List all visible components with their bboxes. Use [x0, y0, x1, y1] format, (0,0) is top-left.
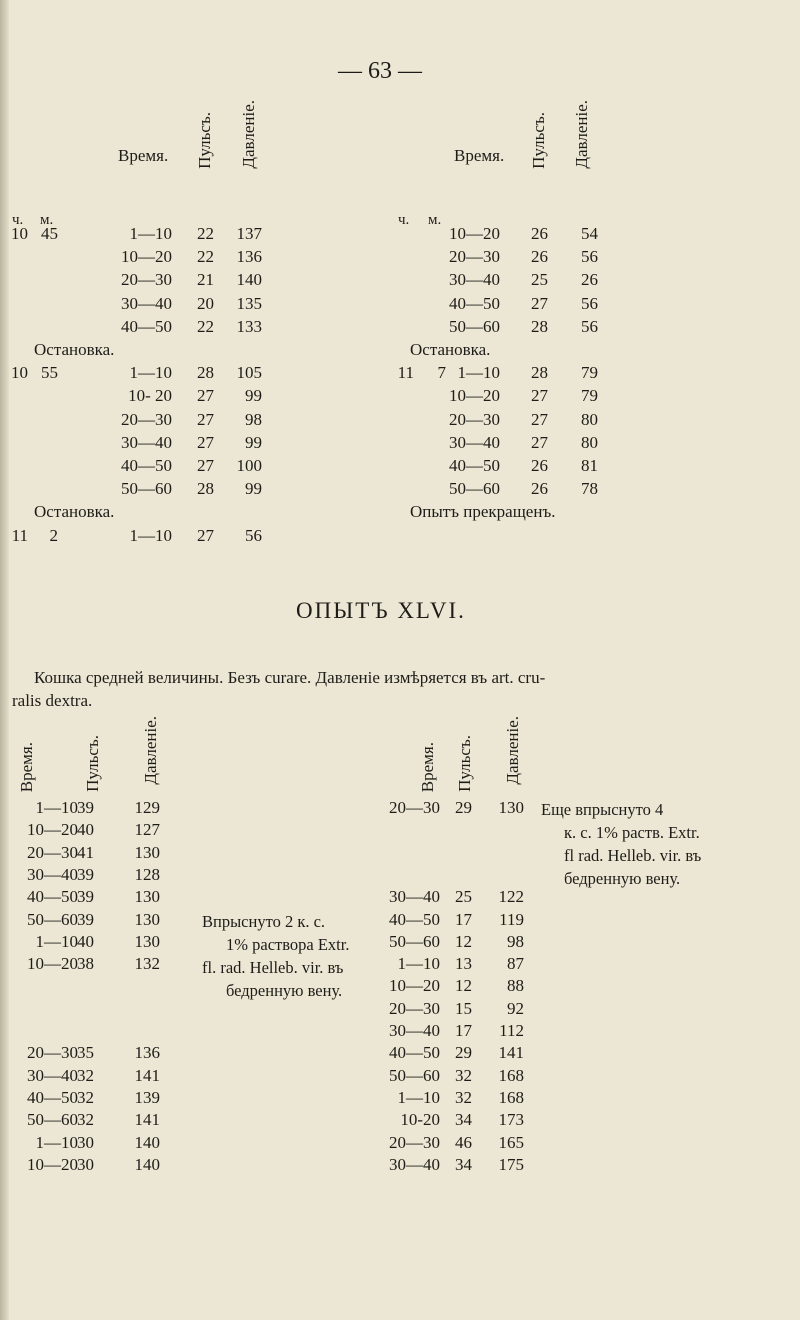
pulse-cell: 40 — [77, 931, 94, 951]
pressure-cell: 54 — [581, 224, 598, 243]
pulse-cell: 34 — [455, 1110, 472, 1130]
hours-cell: 11 — [11, 525, 28, 545]
interval-cell: 1—10 — [35, 1132, 78, 1152]
injection-note-2-line-1: Еще впрыснуто 4 — [541, 800, 664, 819]
pressure-cell: 112 — [499, 1021, 524, 1040]
pressure-cell: 140 — [236, 270, 262, 290]
minutes-cell: 45 — [41, 224, 58, 243]
pressure-cell: 80 — [581, 409, 598, 429]
pulse-cell: 34 — [455, 1154, 472, 1174]
pulse-cell: 29 — [455, 798, 472, 817]
interval-cell: 10—20 — [449, 386, 500, 406]
table-note: Опытъ прекращенъ. — [410, 502, 556, 522]
pressure-cell: 26 — [581, 270, 598, 290]
pressure-cell: 99 — [245, 432, 262, 452]
pressure-cell: 173 — [498, 1110, 524, 1130]
interval-cell: 40—50 — [449, 456, 500, 475]
pulse-cell: 39 — [77, 909, 94, 929]
interval-cell: 20—30 — [27, 1043, 78, 1063]
pulse-cell: 39 — [77, 887, 94, 907]
interval-cell: 30—40 — [121, 293, 172, 313]
pulse-cell: 39 — [77, 864, 94, 884]
pulse-cell: 13 — [455, 954, 472, 974]
pressure-cell: 129 — [134, 798, 160, 817]
injection-note-1-line-4: бедренную вену. — [226, 981, 343, 1000]
minutes-cell: 55 — [41, 363, 58, 383]
interval-cell: 10-20 — [400, 1110, 440, 1130]
interval-cell: 1—10 — [129, 525, 172, 545]
bottom-left-time-header: Время. — [17, 742, 36, 793]
interval-cell: 30—40 — [121, 432, 172, 452]
pulse-cell: 27 — [531, 432, 548, 452]
pressure-cell: 81 — [581, 456, 598, 475]
pulse-cell: 12 — [455, 931, 472, 951]
top-right-pressure-header: Давленіе. — [572, 100, 591, 169]
interval-cell: 30—40 — [449, 432, 500, 452]
interval-cell: 10—20 — [389, 976, 440, 996]
interval-cell: 20—30 — [121, 409, 172, 429]
minutes-cell: 7 — [437, 363, 446, 383]
pulse-cell: 28 — [197, 363, 214, 383]
pulse-cell: 27 — [197, 432, 214, 452]
hours-cell: 10 — [11, 224, 28, 243]
pulse-cell: 30 — [77, 1154, 94, 1174]
pressure-cell: 132 — [134, 954, 160, 974]
pressure-cell: 135 — [236, 293, 262, 313]
interval-cell: 20—30 — [389, 1132, 440, 1152]
interval-cell: 10—20 — [27, 954, 78, 974]
pressure-cell: 139 — [134, 1087, 160, 1107]
top-left-time-header: Время. — [118, 146, 169, 165]
interval-cell: 30—40 — [27, 864, 78, 884]
interval-cell: 10—20 — [449, 224, 500, 243]
interval-cell: 1—10 — [129, 224, 172, 243]
pressure-cell: 141 — [134, 1065, 160, 1085]
pulse-cell: 46 — [455, 1132, 472, 1152]
pressure-cell: 105 — [236, 363, 262, 383]
pulse-cell: 25 — [531, 270, 548, 290]
pressure-cell: 140 — [134, 1154, 160, 1174]
pressure-cell: 80 — [581, 432, 598, 452]
interval-cell: 30—40 — [389, 1021, 440, 1040]
pressure-cell: 79 — [581, 386, 598, 406]
page-number: — 63 — — [338, 58, 422, 84]
interval-cell: 40—50 — [121, 316, 172, 336]
interval-cell: 10—20 — [27, 820, 78, 840]
interval-cell: 1—10 — [35, 931, 78, 951]
pulse-cell: 27 — [197, 525, 214, 545]
pulse-cell: 38 — [77, 954, 94, 974]
injection-note-2-line-4: бедренную вену. — [564, 869, 681, 888]
pressure-cell: 137 — [236, 224, 262, 243]
pulse-cell: 22 — [197, 316, 214, 336]
interval-cell: 20—30 — [389, 998, 440, 1018]
interval-cell: 20—30 — [389, 798, 440, 817]
pulse-cell: 12 — [455, 976, 472, 996]
interval-cell: 20—30 — [121, 270, 172, 290]
pulse-cell: 17 — [455, 1021, 472, 1040]
interval-cell: 10—20 — [121, 247, 172, 267]
pulse-cell: 32 — [455, 1087, 472, 1107]
interval-cell: 1—10 — [397, 954, 440, 974]
interval-cell: 20—30 — [27, 842, 78, 862]
pressure-cell: 168 — [498, 1065, 524, 1085]
pulse-cell: 32 — [77, 1110, 94, 1130]
pressure-cell: 56 — [581, 316, 598, 336]
interval-cell: 30—40 — [389, 887, 440, 907]
pulse-cell: 27 — [531, 293, 548, 313]
interval-cell: 40—50 — [121, 456, 172, 475]
pressure-cell: 88 — [507, 976, 524, 996]
pressure-cell: 92 — [507, 998, 524, 1018]
pulse-cell: 26 — [531, 224, 548, 243]
table-note: Остановка. — [410, 340, 491, 359]
interval-cell: 50—60 — [449, 479, 500, 499]
pressure-cell: 133 — [236, 316, 262, 336]
interval-cell: 1—10 — [397, 1087, 440, 1107]
pulse-cell: 28 — [531, 363, 548, 383]
interval-cell: 40—50 — [449, 293, 500, 313]
injection-note-2-line-3: fl rad. Helleb. vir. въ — [564, 846, 702, 865]
pressure-cell: 140 — [134, 1132, 160, 1152]
bottom-right-pressure-header: Давленіе. — [503, 716, 522, 785]
pulse-cell: 26 — [531, 456, 548, 475]
interval-cell: 50—60 — [449, 316, 500, 336]
bottom-right-time-header: Время. — [418, 742, 437, 793]
pressure-cell: 56 — [245, 525, 262, 545]
bottom-right-pulse-header: Пульсъ. — [455, 735, 474, 792]
interval-cell: 1—10 — [457, 363, 500, 383]
injection-note-1-line-2: 1% раствора Extr. — [226, 935, 350, 954]
pulse-cell: 35 — [77, 1043, 94, 1063]
pressure-cell: 130 — [134, 887, 160, 907]
pulse-cell: 32 — [455, 1065, 472, 1085]
interval-cell: 30—40 — [449, 270, 500, 290]
pressure-cell: 99 — [245, 479, 262, 499]
minutes-cell: 2 — [49, 525, 58, 545]
top-left-pressure-header: Давленіе. — [239, 100, 258, 169]
pressure-cell: 79 — [581, 363, 598, 383]
interval-cell: 20—30 — [449, 409, 500, 429]
pulse-cell: 20 — [197, 293, 214, 313]
injection-note-1-line-3: fl. rad. Helleb. vir. въ — [202, 958, 344, 977]
pressure-cell: 136 — [134, 1043, 160, 1063]
injection-note-2-line-2: к. с. 1% раств. Extr. — [564, 823, 700, 842]
pulse-cell: 17 — [455, 909, 472, 929]
pressure-cell: 98 — [245, 409, 262, 429]
top-right-minutes-unit: м. — [428, 212, 442, 228]
pulse-cell: 22 — [197, 224, 214, 243]
pulse-cell: 22 — [197, 247, 214, 267]
pressure-cell: 175 — [498, 1154, 524, 1174]
pressure-cell: 56 — [581, 247, 598, 267]
top-right-hours-unit: ч. — [398, 212, 410, 228]
top-right-time-header: Время. — [454, 146, 505, 165]
pressure-cell: 78 — [581, 479, 598, 499]
pulse-cell: 27 — [197, 456, 214, 475]
pulse-cell: 39 — [77, 798, 94, 817]
interval-cell: 40—50 — [27, 887, 78, 907]
injection-note-1-line-1: Впрыснуто 2 к. с. — [202, 912, 326, 931]
pulse-cell: 28 — [531, 316, 548, 336]
pressure-cell: 119 — [499, 909, 524, 929]
pulse-cell: 21 — [197, 270, 214, 290]
pressure-cell: 130 — [498, 798, 524, 817]
interval-cell: 50—60 — [27, 909, 78, 929]
pressure-cell: 141 — [134, 1110, 160, 1130]
pressure-cell: 87 — [507, 954, 524, 974]
pulse-cell: 28 — [197, 479, 214, 499]
pulse-cell: 27 — [531, 409, 548, 429]
pulse-cell: 32 — [77, 1065, 94, 1085]
pulse-cell: 15 — [455, 998, 472, 1018]
hours-cell: 11 — [397, 363, 414, 383]
description-line-1: Кошка средней величины. Безъ curare. Давленіе измѣряется въ art. cru- — [34, 668, 546, 687]
pressure-cell: 130 — [134, 842, 160, 862]
pulse-cell: 26 — [531, 479, 548, 499]
pulse-cell: 40 — [77, 820, 94, 840]
pulse-cell: 27 — [197, 409, 214, 429]
interval-cell: 1—10 — [129, 363, 172, 383]
description-line-2: ralis dextra. — [12, 691, 93, 710]
pressure-cell: 165 — [498, 1132, 524, 1152]
interval-cell: 30—40 — [27, 1065, 78, 1085]
interval-cell: 10- 20 — [128, 386, 172, 406]
interval-cell: 30—40 — [389, 1154, 440, 1174]
pressure-cell: 122 — [498, 887, 524, 907]
pressure-cell: 98 — [507, 931, 524, 951]
interval-cell: 50—60 — [389, 1065, 440, 1085]
pressure-cell: 130 — [134, 909, 160, 929]
interval-cell: 50—60 — [121, 479, 172, 499]
pulse-cell: 27 — [197, 386, 214, 406]
pulse-cell: 26 — [531, 247, 548, 267]
interval-cell: 40—50 — [389, 909, 440, 929]
pressure-cell: 130 — [134, 931, 160, 951]
pulse-cell: 32 — [77, 1087, 94, 1107]
interval-cell: 50—60 — [27, 1110, 78, 1130]
pressure-cell: 141 — [498, 1043, 524, 1063]
top-left-pulse-header: Пульсъ. — [195, 112, 214, 169]
bottom-left-pressure-header: Давленіе. — [141, 716, 160, 785]
top-right-pulse-header: Пульсъ. — [529, 112, 548, 169]
pressure-cell: 127 — [134, 820, 160, 840]
pressure-cell: 56 — [581, 293, 598, 313]
table-note: Остановка. — [34, 340, 115, 359]
top-left-minutes-unit: м. — [40, 212, 54, 228]
pulse-cell: 25 — [455, 887, 472, 907]
interval-cell: 40—50 — [27, 1087, 78, 1107]
pulse-cell: 27 — [531, 386, 548, 406]
interval-cell: 50—60 — [389, 931, 440, 951]
interval-cell: 10—20 — [27, 1154, 78, 1174]
pressure-cell: 128 — [134, 864, 160, 884]
interval-cell: 20—30 — [449, 247, 500, 267]
pulse-cell: 30 — [77, 1132, 94, 1152]
table-note: Остановка. — [34, 502, 115, 522]
pressure-cell: 168 — [498, 1087, 524, 1107]
interval-cell: 1—10 — [35, 798, 78, 817]
top-left-hours-unit: ч. — [12, 212, 24, 228]
bottom-left-pulse-header: Пульсъ. — [83, 735, 102, 792]
interval-cell: 40—50 — [389, 1043, 440, 1063]
hours-cell: 10 — [11, 363, 28, 383]
pulse-cell: 29 — [455, 1043, 472, 1063]
pressure-cell: 136 — [236, 247, 262, 267]
page-left-edge — [0, 0, 9, 1320]
pressure-cell: 100 — [236, 456, 262, 475]
pulse-cell: 41 — [77, 842, 94, 862]
experiment-title: ОПЫТЪ XLVI. — [296, 598, 466, 623]
pressure-cell: 99 — [245, 386, 262, 406]
